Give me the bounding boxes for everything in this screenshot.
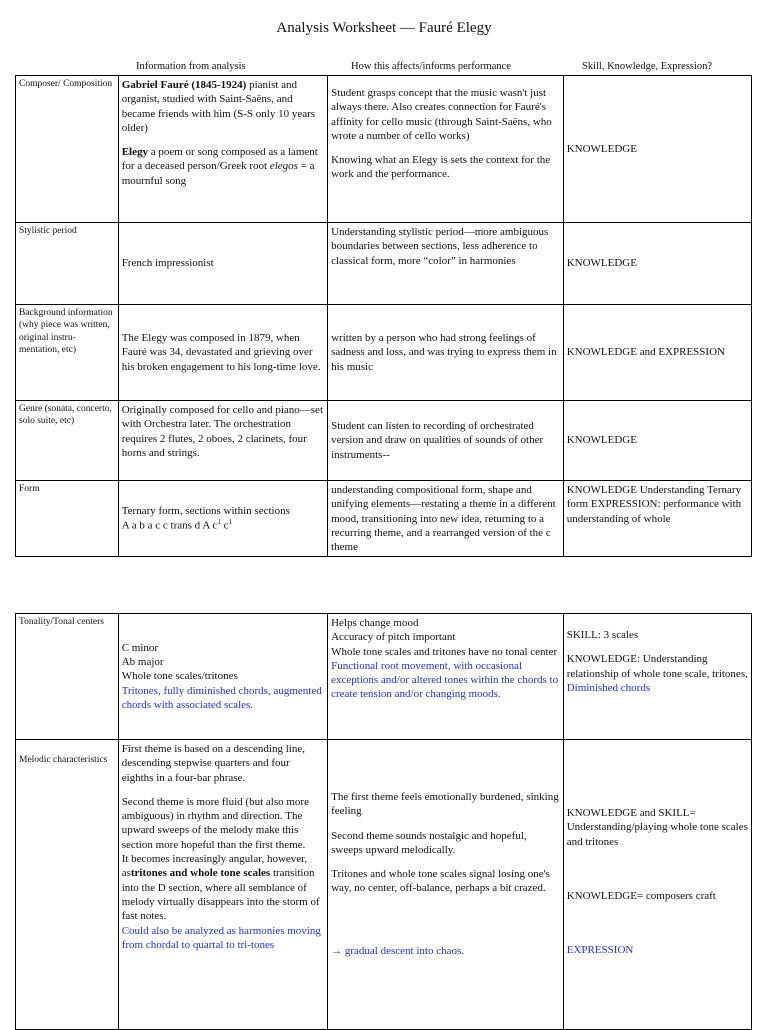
melodic-second-theme: Second theme is more fluid (but also more ambiguous) in rhythm and direction. The upward sweeps of the melody make this section more hopeful than the first theme. [121,795,309,851]
performance-line: Helps change mood [331,617,419,629]
row-label-text: Melodic characteristics [19,755,108,765]
elegy-term: Elegy [121,146,148,159]
background-performance: written by a person who had strong feelings of sadness and loss, and was trying to express them in his music [328,305,564,401]
header-skill: Skill, Knowledge, Expression? [582,61,713,72]
composer-performance [328,76,564,223]
row-label: Tonality/Tonal centers [16,614,119,740]
melodic-transition [122,852,324,923]
row-label [16,740,119,1030]
row-tonality [16,614,752,740]
composer-skill: KNOWLEDGE [563,76,751,223]
tonality-performance [328,614,564,740]
stylistic-skill: KNOWLEDGE [563,223,751,305]
analysis-table-1 [15,75,752,557]
performance-note: Functional root movement, with occasional exceptions and/or altered tones within the chords to create tension and/or changing moods. [331,659,559,701]
tonality-info [118,614,327,740]
row-label: Background information (why piece was written, original instru-mentation, etc) [16,305,119,401]
form-sup: 1 [228,518,232,527]
composer-info [118,76,327,223]
performance-text: Student grasps concept that the music wasn't just always there. Also creates connection for Fauré's affinity for cello music (through Saint-Saëns, who wrote a number of cello works) [331,87,552,142]
row-label: Stylistic period [16,223,119,305]
performance-text: Second theme sounds nostalgic and hopeful, sweeps upward melodically. [331,829,527,856]
transition-text-end: transition into the D section, where all semblance of melody virtually disappears into the storm of fast notes. [121,867,320,923]
skill-text: KNOWLEDGE: Understanding relationship of whole tone scale, tritones, [566,653,748,680]
row-form [16,481,752,557]
form-performance: understanding compositional form, shape and unifying elements—restating a theme in a different mood, transitioning into new idea, returning to a recurring theme, and a rearranged version of the c theme [328,481,564,557]
performance-text: Knowing what an Elegy is sets the context for the work and the performance. [331,154,551,181]
form-skill: KNOWLEDGE Understanding Ternary form EXPRESSION: performance with understanding of whole [563,481,751,557]
performance-text: The first theme feels emotionally burdened, sinking feeling [331,791,559,818]
row-background [16,305,752,401]
melodic-skill [563,740,751,1030]
form-letters-c: c [220,520,229,533]
genre-info: Originally composed for cello and piano—set with Orchestra later. The orchestration requires 2 flutes, 2 oboes, 2 clarinets, four horns and strings. [118,401,327,481]
header-performance: How this affects/informs performance [351,61,511,72]
transition-bold: tritones and whole tone scales [130,867,271,880]
row-composer [16,76,752,223]
form-letters-main: A a b a c c trans d A c [121,520,218,533]
tonality-skill [563,614,751,740]
performance-line: Accuracy of pitch important [331,631,456,644]
header-info: Information from analysis [136,61,246,72]
background-skill: KNOWLEDGE and EXPRESSION [563,305,751,401]
elegy-def-end: = a mournful song [121,160,315,187]
performance-line: Whole tone scales and tritones have no tonal center [331,645,558,658]
tonality-note: Tritones, fully diminished chords, augmented chords with associated scales. [121,684,322,711]
key-line: Whole tone scales/tritones [121,670,238,683]
row-stylistic [16,223,752,305]
background-info: The Elegy was composed in 1879, when Fauré was 34, devastated and grieving over his broken engagement to his long-time love. [118,305,327,401]
analysis-table-2 [15,613,752,1030]
row-label: Composer/ Composition [16,76,119,223]
form-letters [122,518,324,533]
skill-line: KNOWLEDGE and SKILL= Understanding/playing whole tone scales and tritones [566,807,748,848]
melodic-note: Could also be analyzed as harmonies moving from chordal to quartal to tri-tones [121,924,321,951]
skill-line: SKILL: 3 scales [566,629,639,641]
skill-note: EXPRESSION [566,944,634,957]
skill-line: KNOWLEDGE= composers craft [566,889,716,902]
row-label: Genre (sonata, concerto, solo suite, etc) [16,401,119,481]
genre-performance: Student can listen to recording of orchestrated version and draw on qualities of sounds of other instruments-- [328,401,564,481]
page-title: Analysis Worksheet — Fauré Elegy [276,20,492,36]
melodic-first-theme: First theme is based on a descending line, descending stepwise quarters and four eighths in a four-bar phrase. [121,743,305,784]
composer-name: Gabriel Fauré (1845-1924) [121,79,247,91]
melodic-info [118,740,327,1030]
stylistic-performance: Understanding stylistic period—more ambiguous boundaries between sections, less adherence to classical form, more “color” in harmonies [328,223,564,305]
skill-note: Diminished chords [566,681,651,694]
row-melodic [16,740,752,1030]
form-info [118,481,327,557]
transition-text: It becomes increasingly angular, however, as [121,853,308,880]
form-description: Ternary form, sections within sections [121,505,290,518]
melodic-performance [328,740,564,1030]
genre-skill: KNOWLEDGE [563,401,751,481]
form-sup: 1 [217,518,221,527]
key-line: C minor [121,641,159,654]
stylistic-info: French impressionist [118,223,327,305]
row-genre [16,401,752,481]
elegy-def: a poem or song composed as a lament for a deceased person/Greek root [121,146,318,173]
performance-text: Tritones and whole tone scales signal losing one's way, no center, off-balance, perhaps a bit crazed. [331,868,550,895]
performance-note: → gradual descent into chaos. [331,944,464,957]
elegos-term: elegos [269,160,298,173]
row-label: Form [16,481,119,557]
skill-line [567,652,748,695]
composer-bio: pianist and organist, studied with Saint-Saëns, and became friends with him (S-S only 10 years older) [121,79,316,134]
key-line: Ab major [121,656,164,669]
